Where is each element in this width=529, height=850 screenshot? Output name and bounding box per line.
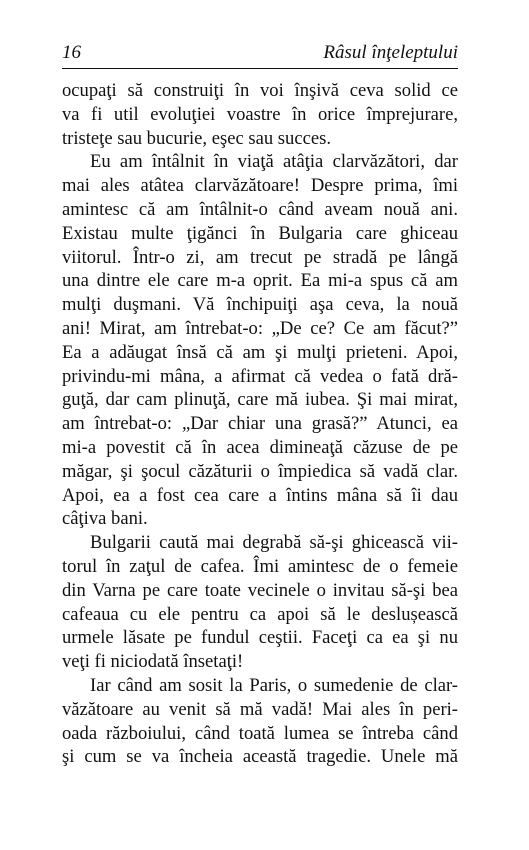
running-title: Râsul înţeleptului bbox=[323, 42, 458, 63]
text-line: viitorul. Într-o zi, am trecut pe stradă pe lângă bbox=[62, 246, 458, 268]
text-line: urmele lăsate pe fundul ceştii. Faceţi ca ea şi nu bbox=[62, 627, 458, 649]
body-text bbox=[62, 79, 458, 769]
book-page bbox=[62, 42, 458, 769]
text-line: şi cum se va încheia această tragedie. Unele mă bbox=[62, 746, 458, 768]
text-line: privindu-mi mâna, a afirmat că vedea o fată dră- bbox=[62, 365, 458, 387]
text-line: cafeaua cu ele pentru ca apoi să le deslușească bbox=[62, 603, 458, 625]
text-line: guţă, dar cam plinuţă, care mă iubea. Şi mai mirat, bbox=[62, 389, 458, 411]
text-line: din Varna pe care toate vecinele o invitau să-şi bea bbox=[62, 579, 458, 601]
text-line: tristeţe sau bucurie, eşec sau succes. bbox=[62, 127, 331, 149]
text-line: mulţi duşmani. Vă închipuiţi aşa ceva, la nouă bbox=[62, 294, 458, 316]
page-number: 16 bbox=[62, 42, 81, 63]
text-line: torul în zaţul de cafea. Îmi amintesc de o femeie bbox=[62, 555, 458, 577]
text-line: ani! Mirat, am întrebat-o: „De ce? Ce am făcut?” bbox=[62, 317, 458, 339]
text-line: ocupaţi să construiţi în voi înşivă ceva solid ce bbox=[62, 80, 458, 101]
paragraph-first-line: Iar când am sosit la Paris, o sumedenie de clar- bbox=[90, 674, 458, 696]
text-line: am întrebat-o: „Dar chiar una grasă?” Atunci, ea bbox=[62, 413, 458, 435]
text-line: una dintre ele care m-a oprit. Ea mi-a spus că am bbox=[62, 270, 458, 292]
text-line: mai ales atâtea clarvăzătoare! Despre prima, îmi bbox=[62, 175, 458, 197]
paragraph-first-line: Bulgarii caută mai degrabă să-şi ghicească vii- bbox=[90, 532, 458, 554]
text-line: oada războiului, când toată lumea se întreba când bbox=[62, 722, 458, 744]
text-line: văzătoare au venit să mă vadă! Mai ales în peri- bbox=[62, 698, 458, 720]
header-rule bbox=[62, 68, 458, 69]
text-line: mi-a povestit că în acea dimineaţă căzuse de pe bbox=[62, 436, 458, 458]
text-line: veţi fi niciodată însetaţi! bbox=[62, 651, 244, 673]
text-line: Existau multe ţigănci în Bulgaria care ghiceau bbox=[62, 222, 458, 244]
paragraph-first-line: Eu am întâlnit în viaţă atâţia clarvăzători, dar bbox=[90, 151, 458, 173]
text-line: va fi util evoluţiei voastre în orice împrejurare, bbox=[62, 103, 458, 125]
text-line: câţiva bani. bbox=[62, 508, 148, 530]
text-line: măgar, şi şocul căzăturii o împiedica să vadă clar. bbox=[62, 460, 458, 482]
text-line: Apoi, ea a fost cea care a întins mâna să îi dau bbox=[62, 484, 458, 506]
running-header bbox=[62, 42, 458, 64]
text-line: amintesc că am întâlnit-o când aveam nouă ani. bbox=[62, 198, 458, 220]
text-line: Ea a adăugat însă că am şi mulţi prieteni. Apoi, bbox=[62, 341, 458, 363]
